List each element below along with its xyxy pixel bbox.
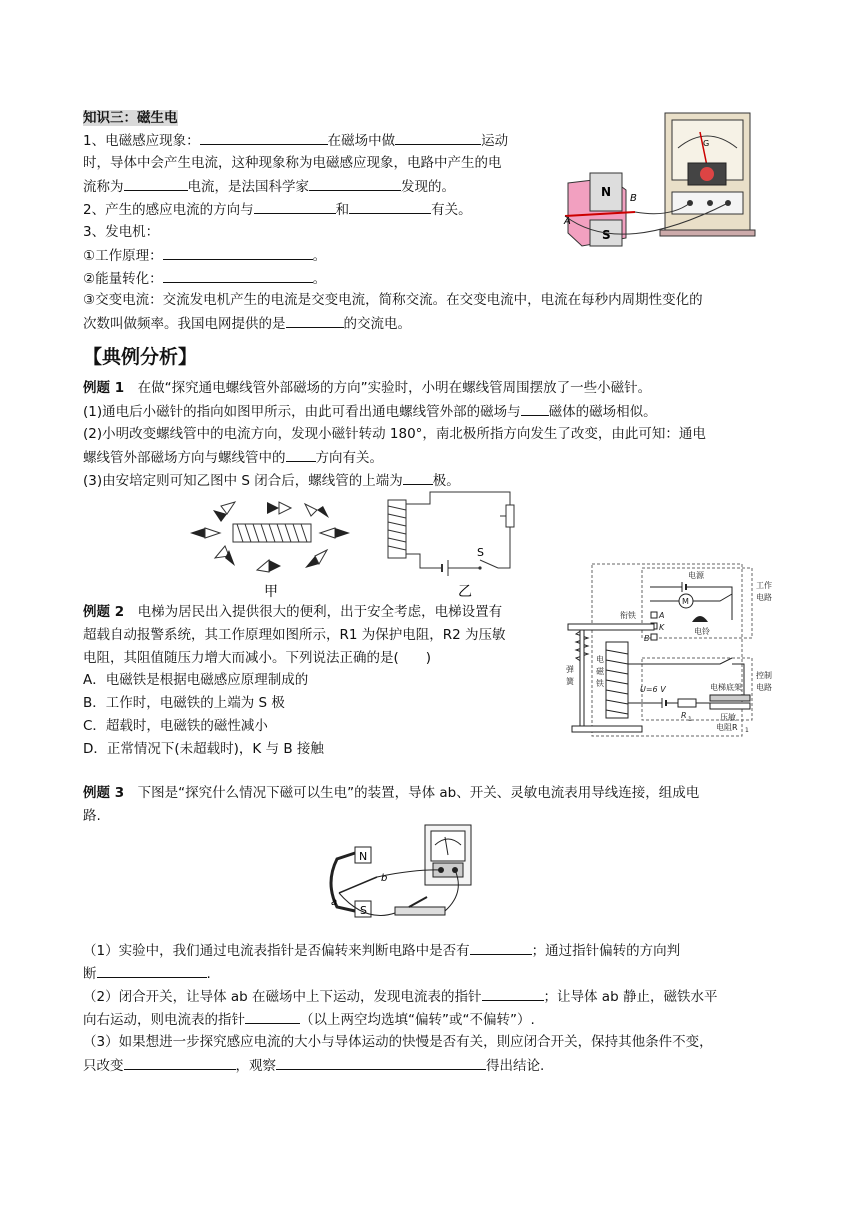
control-circuit-label: 控制: [756, 671, 772, 680]
bell-label: 电铃: [694, 627, 710, 636]
north-pole-label: N: [601, 185, 612, 199]
s3-line1: 1、电磁感应现象： 在磁场中做 运动: [83, 130, 508, 151]
section-title: 知识三：磁生电: [83, 110, 178, 126]
blank[interactable]: [124, 1055, 236, 1070]
blank[interactable]: [163, 245, 313, 260]
blank[interactable]: [286, 447, 316, 462]
blank[interactable]: [254, 199, 336, 214]
ex3-q2-cont: 向右运动，则电流表的指针 （以上两空均选填“偏转”或“不偏转”）.: [83, 1009, 535, 1030]
ex3-apparatus-figure: [325, 823, 475, 923]
blank[interactable]: [309, 176, 401, 191]
compass-needle: [190, 528, 220, 538]
s3-line9: 次数叫做频率。我国电网提供的是 的交流电。: [83, 313, 411, 334]
south-pole-label: S: [360, 904, 367, 917]
blank[interactable]: [470, 940, 532, 955]
ex2-line1: 例题 2 电梯为居民出入提供很大的便利，出于安全考虑，电梯设置有: [83, 604, 503, 620]
ex2-option-b: B．工作时，电磁铁的上端为 S 极: [83, 695, 285, 711]
ex2-option-c: C．超载时，电磁铁的磁性减小: [83, 718, 268, 734]
contact-a-label: A: [659, 611, 665, 620]
figure-jia-caption: 甲: [264, 584, 278, 600]
blank[interactable]: [403, 470, 433, 485]
blank[interactable]: [200, 130, 328, 145]
compass-needle: [305, 504, 329, 518]
ex3-intro2: 路.: [83, 808, 101, 824]
compass-needle: [305, 550, 327, 568]
blank[interactable]: [349, 199, 431, 214]
voltage-label: U=6 V: [640, 685, 666, 694]
ex3-q1: （1）实验中，我们通过电流表指针是否偏转来判断电路中是否有 ；通过指针偏转的方向判: [83, 940, 680, 961]
pressure-resistor-label: 压敏: [720, 713, 736, 722]
electromagnet-label: 磁: [596, 667, 604, 676]
contact-k-label: K: [659, 623, 665, 632]
s3-line4: 2、产生的感应电流的方向与 和 有关。: [83, 199, 472, 220]
analysis-heading: 【典例分析】: [83, 346, 198, 368]
compass-needle: [320, 528, 350, 538]
blank[interactable]: [521, 401, 549, 416]
r1-label: R: [681, 711, 687, 720]
compass-needle: [267, 502, 291, 514]
blank[interactable]: [124, 176, 188, 191]
contact-b-label: B: [644, 634, 650, 643]
south-pole-label: S: [602, 228, 611, 242]
figure-yi-caption: 乙: [458, 584, 472, 600]
ex3-q1-cont: 断 .: [83, 963, 211, 984]
power-label: 电源: [688, 571, 704, 580]
figure-yi: [380, 490, 520, 600]
conductor-a-label: a: [331, 897, 338, 908]
ex1-q3: (3)由安培定则可知乙图中 S 闭合后，螺线管的上端为 极。: [83, 470, 460, 491]
ex2-line3: 电阻，其阻值随压力增大而减小。下列说法正确的是( ): [83, 650, 432, 666]
ex3-q2: （2）闭合开关，让导体 ab 在磁场中上下运动，发现电流表的指针 ；让导体 ab 静止，磁铁水平: [83, 986, 717, 1007]
ex3-intro: 例题 3 下图是“探究什么情况下磁可以生电”的装置，导体 ab、开关、灵敏电流表用导线连接，组成电: [83, 785, 700, 801]
figure-jia: [185, 500, 355, 600]
galvanometer-label: G: [703, 139, 710, 148]
point-a-label: A: [564, 216, 571, 227]
blank[interactable]: [286, 313, 344, 328]
conductor-b-label: b: [381, 873, 388, 884]
work-circuit-label: 电路: [756, 593, 772, 602]
pressure-resistor-subscript: 1: [745, 727, 749, 734]
s3-line8: ③交变电流：交流发电机产生的电流是交变电流，简称交流。在交变电流中，电流在每秒内周期性变化的: [83, 292, 703, 308]
control-circuit-label: 电路: [756, 683, 772, 692]
blank[interactable]: [163, 268, 313, 283]
blank[interactable]: [395, 130, 481, 145]
compass-needle: [213, 502, 235, 522]
work-circuit-label: 工作: [756, 581, 772, 590]
compass-needle: [215, 546, 235, 566]
ex1-q2b: 螺线管外部磁场方向与螺线管中的 方向有关。: [83, 447, 383, 468]
spring-label: 簧: [566, 677, 574, 686]
elevator-base-label: 电梯底架: [710, 683, 742, 692]
pressure-resistor-label: 电阻R: [716, 723, 738, 732]
point-b-label: B: [630, 193, 637, 204]
switch-label: S: [477, 546, 484, 559]
blank[interactable]: [245, 1009, 300, 1024]
s3-line3: 流称为 电流，是法国科学家 发现的。: [83, 176, 455, 197]
electromagnet-label: 铁: [596, 679, 604, 688]
blank[interactable]: [97, 963, 207, 978]
r1-subscript: 1: [688, 716, 692, 723]
blank[interactable]: [276, 1055, 486, 1070]
ex2-option-d: D．正常情况下(未超载时)，K 与 B 接触: [83, 741, 324, 757]
compass-needle: [257, 560, 281, 572]
elevator-alarm-figure: [560, 560, 800, 738]
s3-line2: 时，导体中会产生电流，这种现象称为电磁感应现象，电路中产生的电: [83, 155, 502, 171]
electromagnet-label: 电: [596, 655, 604, 664]
ex1-q2: (2)小明改变螺线管中的电流方向，发现小磁针转动 180°，南北极所指方向发生了改变，由此可知：通电: [83, 426, 706, 442]
ex2-option-a: A．电磁铁是根据电磁感应原理制成的: [83, 672, 309, 688]
ex1-intro: 例题 1 在做“探究通电螺线管外部磁场的方向”实验时，小明在螺线管周围摆放了一些小磁针。: [83, 380, 652, 396]
spring-label: 弹: [566, 665, 574, 674]
ex3-q3-cont: 只改变 ，观察 得出结论.: [83, 1055, 544, 1076]
motor-label: M: [682, 597, 689, 606]
ex3-q3: （3）如果想进一步探究感应电流的大小与导体运动的快慢是否有关，則应闭合开关，保持其他条件不变，: [83, 1034, 713, 1050]
s3-line7: ②能量转化： 。: [83, 268, 326, 289]
ex1-q1: (1)通电后小磁针的指向如图甲所示，由此可看出通电螺线管外部的磁场与 磁体的磁场相似。: [83, 401, 657, 422]
ex2-line2: 超载自动报警系统，其工作原理如图所示，R1 为保护电阻，R2 为压敏: [83, 627, 506, 643]
blank[interactable]: [482, 986, 544, 1001]
s3-line5: 3、发电机：: [83, 224, 160, 240]
s3-line6: ①工作原理： 。: [83, 245, 326, 266]
armature-label: 衔铁: [620, 611, 636, 620]
induction-figure: [560, 108, 760, 258]
north-pole-label: N: [359, 850, 368, 863]
